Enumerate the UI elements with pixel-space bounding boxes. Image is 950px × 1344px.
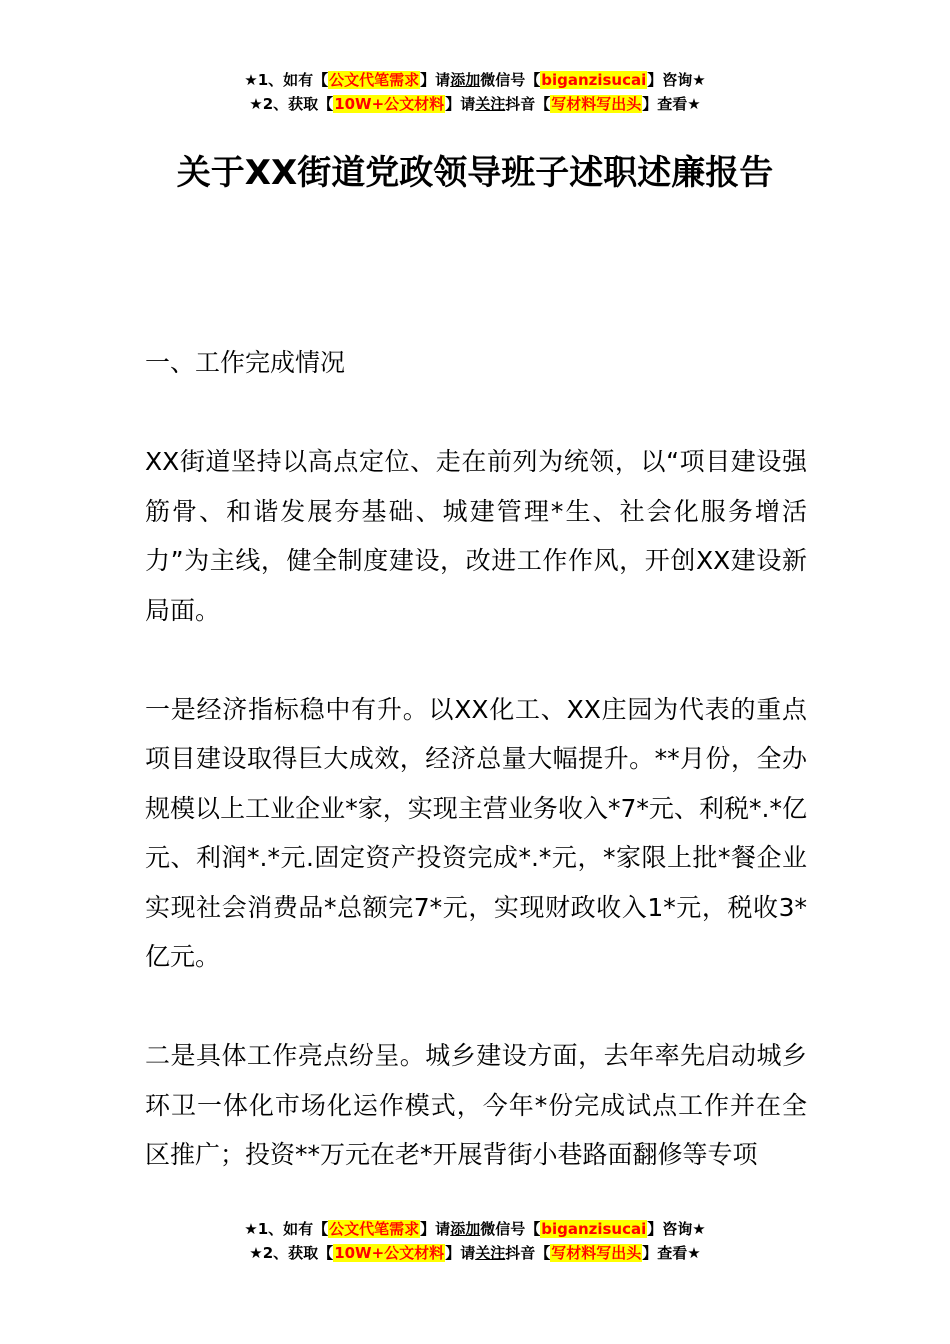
banner-text: 】请 [420, 71, 451, 89]
banner-text: ★1、如有【 [244, 71, 329, 89]
banner-highlight: 写材料写出头 [551, 1244, 642, 1262]
document-body [145, 338, 807, 1229]
banner-text: 微信号【 [480, 71, 541, 89]
banner-text: 】查看★ [642, 95, 701, 113]
banner-text: 】请 [445, 95, 476, 113]
banner-highlight: biganzisucai [541, 1220, 647, 1238]
banner-highlight: 公文代笔需求 [329, 71, 420, 89]
banner-highlight: 公文代笔需求 [329, 1220, 420, 1238]
section-heading: 一、工作完成情况 [145, 348, 346, 377]
banner-line-2 [0, 92, 950, 116]
body-paragraph: 一是经济指标稳中有升。以XX化工、XX庄园为代表的重点项目建设取得巨大成效，经济总量大幅提升。**月份，全办规模以上工业企业*家，实现主营业务收入*7*元、利税*.*亿元、利润*.*元.固定资产投资完成*.*元，*家限上批*餐企业实现社会消费品*总额完7*元，实现财政收入1*元，税收3*亿元。 [145, 694, 807, 971]
banner-text: ★2、获取【 [249, 95, 334, 113]
banner-text: 抖音【 [505, 95, 551, 113]
banner-text: 】请 [420, 1220, 451, 1238]
banner-text: ★2、获取【 [249, 1244, 334, 1262]
banner-highlight: biganzisucai [541, 71, 647, 89]
banner-line-1 [0, 68, 950, 92]
banner-text: 】咨询★ [647, 1220, 706, 1238]
banner-emphasis: 关注 [475, 1244, 506, 1262]
banner-emphasis: 添加 [450, 1220, 481, 1238]
banner-text: 微信号【 [480, 1220, 541, 1238]
banner-highlight: 10W+公文材料 [334, 95, 445, 113]
banner-text: 抖音【 [505, 1244, 551, 1262]
header-banner [0, 68, 950, 116]
body-paragraph: XX街道坚持以高点定位、走在前列为统领，以“项目建设强筋骨、和谐发展夯基础、城建管理*生、社会化服务增活力”为主线，健全制度建设，改进工作作风，开创XX建设新局面。 [145, 447, 807, 625]
banner-text: 】咨询★ [647, 71, 706, 89]
banner-text: 】请 [445, 1244, 476, 1262]
banner-line-2 [0, 1241, 950, 1265]
banner-line-1 [0, 1217, 950, 1241]
banner-highlight: 10W+公文材料 [334, 1244, 445, 1262]
body-paragraph: 二是具体工作亮点纷呈。城乡建设方面，去年率先启动城乡环卫一体化市场化运作模式，今年*份完成试点工作并在全区推广；投资**万元在老*开展背街小巷路面翻修等专项 [145, 1041, 807, 1169]
banner-emphasis: 关注 [475, 95, 506, 113]
banner-emphasis: 添加 [450, 71, 481, 89]
footer-banner [0, 1217, 950, 1265]
banner-text: ★1、如有【 [244, 1220, 329, 1238]
banner-highlight: 写材料写出头 [551, 95, 642, 113]
banner-text: 】查看★ [642, 1244, 701, 1262]
document-title: 关于XX街道党政领导班子述职述廉报告 [176, 153, 774, 193]
